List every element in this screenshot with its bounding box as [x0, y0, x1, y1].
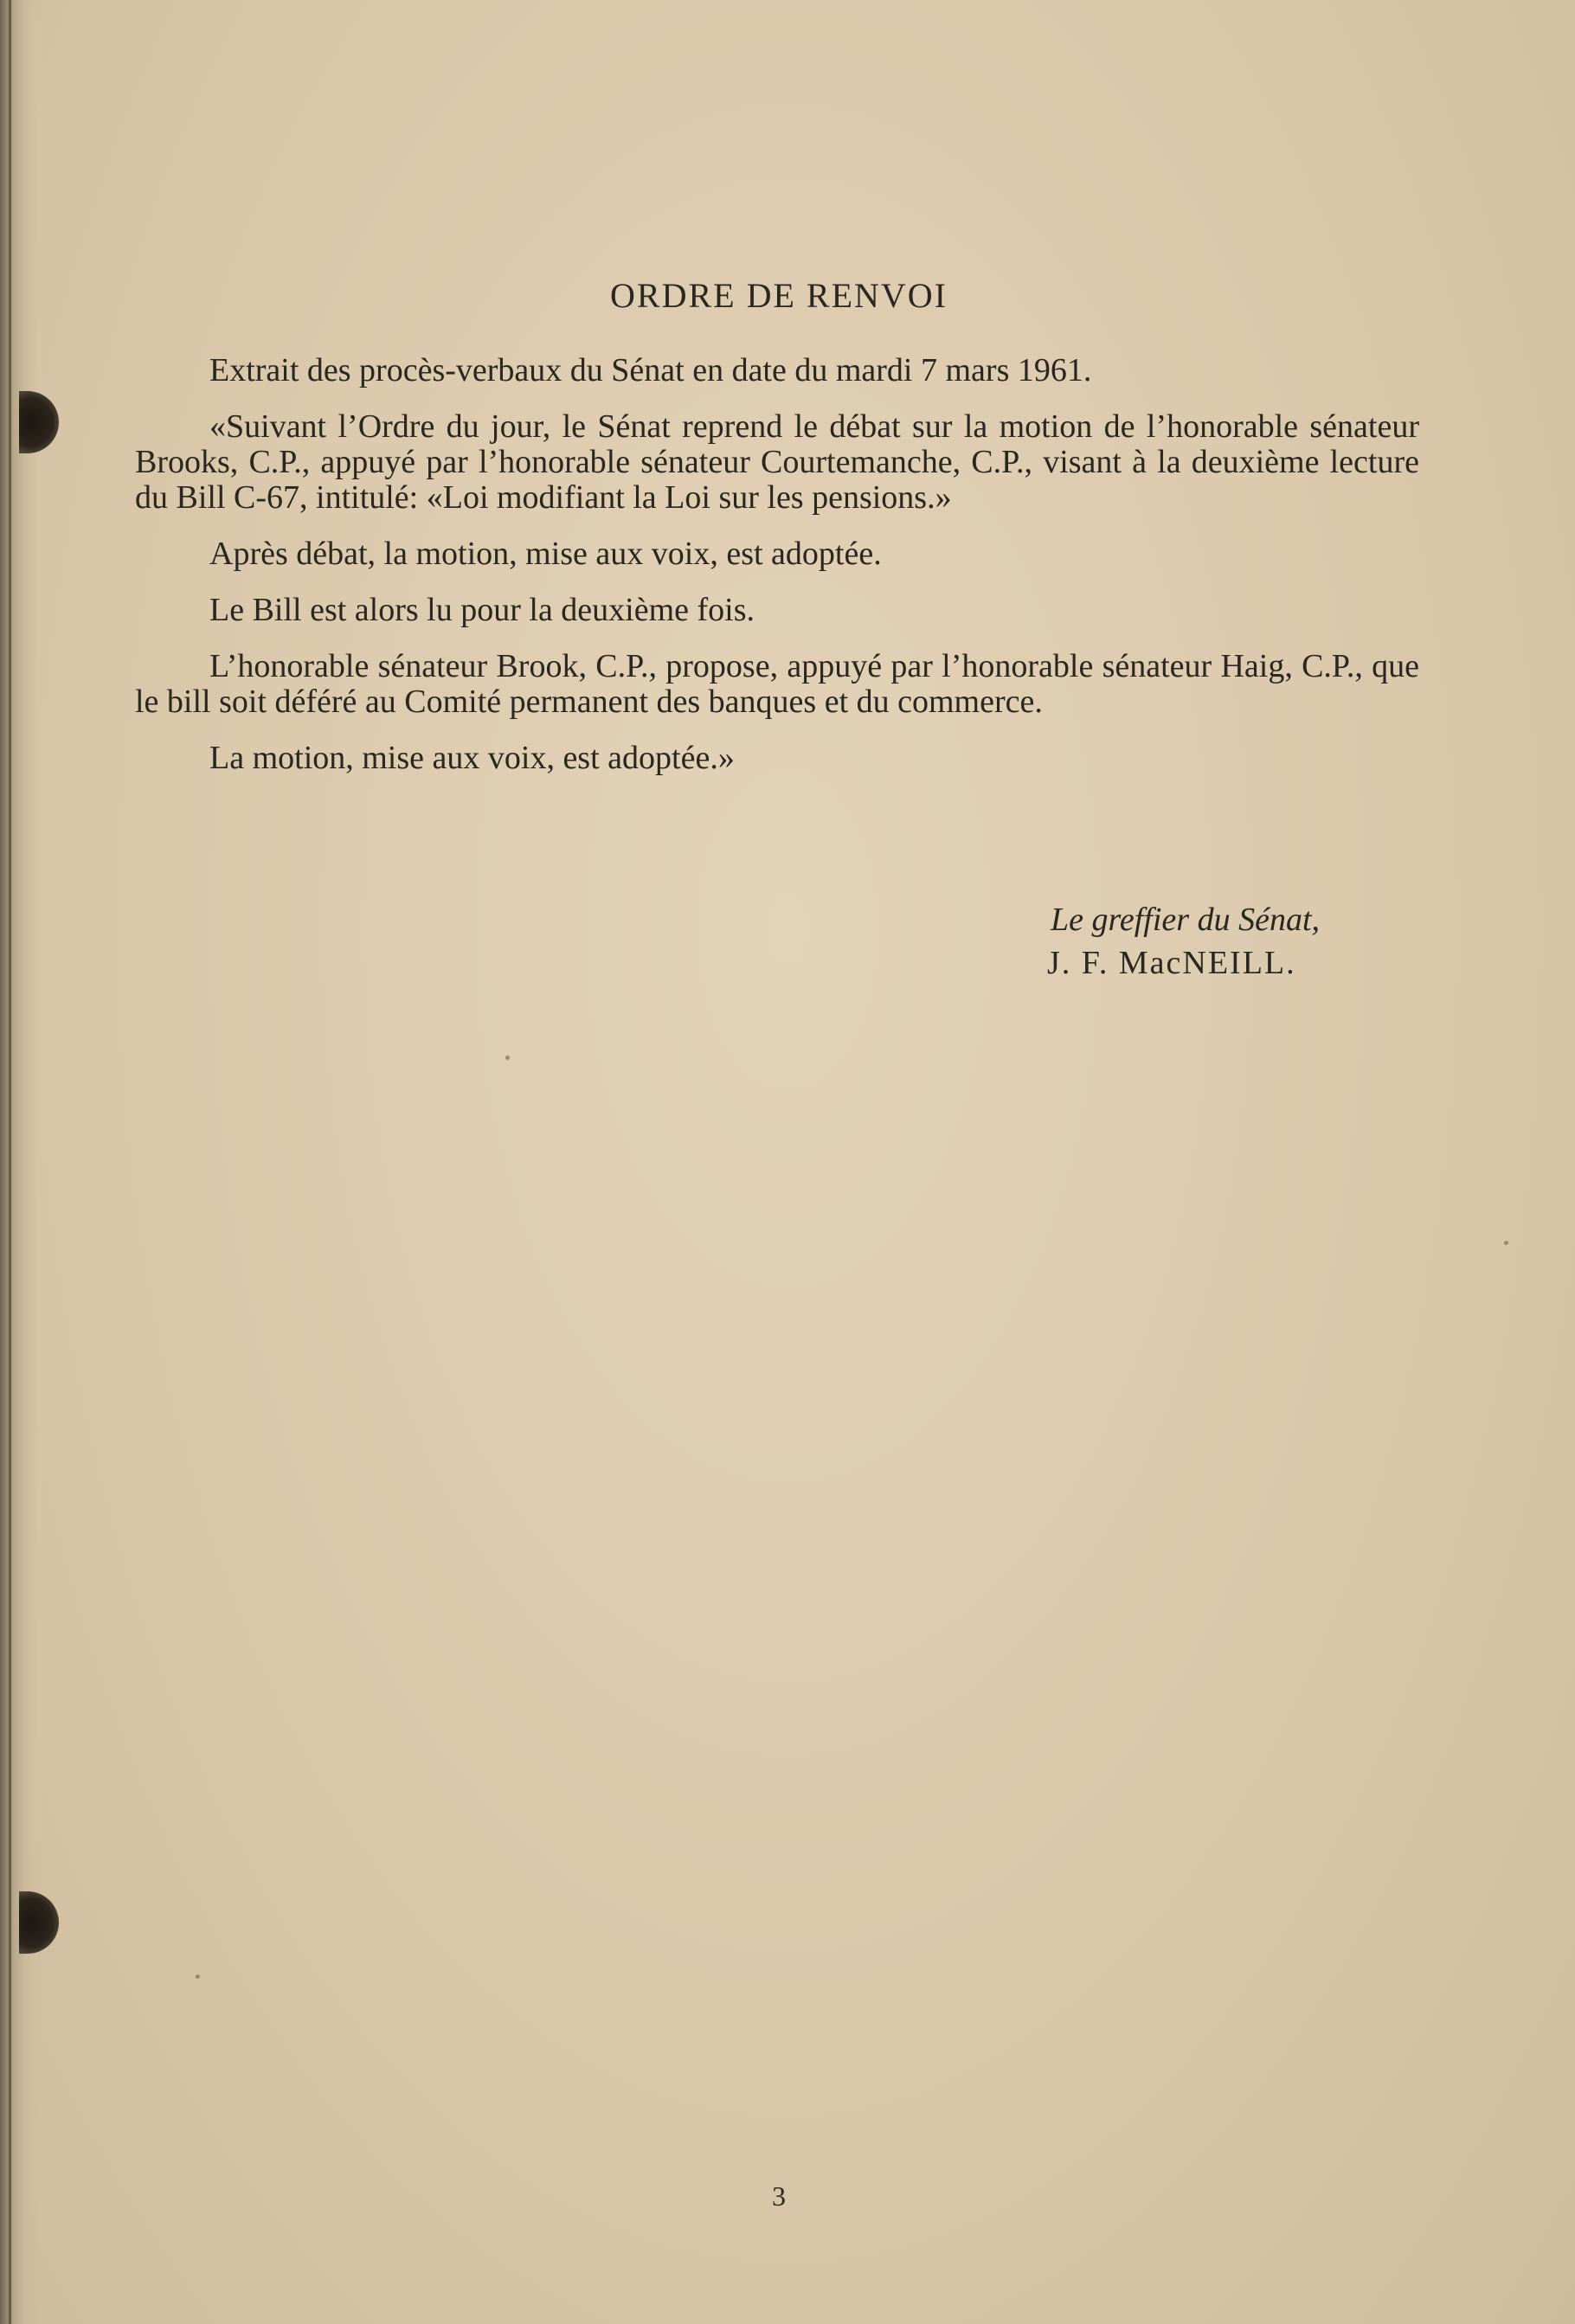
- punch-hole-bottom: [19, 1891, 59, 1954]
- paragraph-adopted: Après débat, la motion, mise aux voix, est adoptée.: [209, 536, 882, 572]
- paper-speck: [196, 1974, 200, 1979]
- signature-block: [1047, 898, 1320, 985]
- paragraph-second-reading: Le Bill est alors lu pour la deuxième fois.: [209, 592, 755, 628]
- punch-hole-top: [19, 391, 59, 453]
- binding-edge: [0, 0, 38, 2324]
- paragraph-extract: Extrait des procès-verbaux du Sénat en date du mardi 7 mars 1961.: [209, 352, 1092, 388]
- paragraph-referral: L’honorable sénateur Brook, C.P., propose, appuyé par l’honorable sénateur Haig, C.P., que le bill soit déféré au Comité permanent des banques et du commerce.: [135, 648, 1419, 720]
- signature-role: Le greffier du Sénat,: [1051, 902, 1320, 938]
- paragraph-final-adopted: La motion, mise aux voix, est adoptée.»: [209, 740, 735, 776]
- paper-speck: [505, 1056, 510, 1060]
- page-title: ORDRE DE RENVOI: [610, 276, 948, 315]
- paper-speck: [1504, 1241, 1508, 1245]
- page-number: 3: [772, 2180, 786, 2212]
- binding-line: [9, 0, 11, 2324]
- document-body: [135, 353, 1419, 797]
- signature-name: J. F. MacNEILL.: [1047, 945, 1296, 981]
- paragraph-motion: «Suivant l’Ordre du jour, le Sénat reprend le débat sur la motion de l’honorable sénateur Brooks, C.P., appuyé par l’honorable sénateur Courtemanche, C.P., visant à la deuxième lecture du Bill C-67, intitulé: «Loi modifiant la Loi sur les pensions.»: [135, 408, 1419, 516]
